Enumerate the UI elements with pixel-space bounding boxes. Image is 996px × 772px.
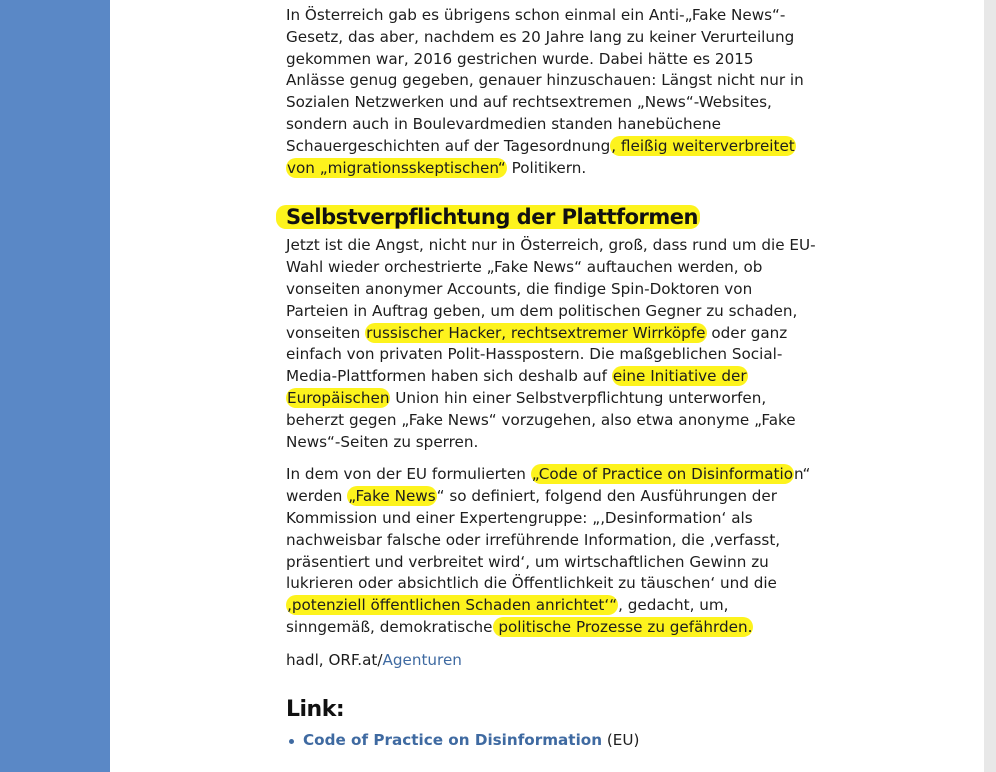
highlighted-text: „Fake News	[348, 487, 436, 506]
byline-author: hadl, ORF.at/	[286, 650, 383, 669]
article-body	[286, 5, 816, 751]
links-heading: Link:	[286, 696, 345, 722]
list-item	[286, 730, 816, 752]
paragraph-code-of-practice	[286, 464, 816, 638]
highlighted-text: „Code of Practice on Disinformatio	[531, 465, 793, 484]
section-heading	[286, 203, 816, 231]
paragraph-text: , gedacht, um, sinngemäß, demokratische	[286, 596, 729, 636]
paragraph-fake-news-law	[286, 5, 816, 179]
highlighted-text: politische Prozesse zu gefährden.	[493, 617, 753, 636]
paragraph-text: oder ganz einfach von privaten Polit-Hasspostern. Die maßgeblichen Social-Media-Plattformen haben sich deshalb auf	[286, 323, 788, 386]
link-suffix: (EU)	[602, 730, 640, 749]
right-margin	[984, 0, 996, 772]
paragraph-text: In dem von der EU formulierten	[286, 465, 531, 484]
paragraph-text: Politikern.	[506, 158, 587, 177]
paragraph-text: Jetzt ist die Angst, nicht nur in Österreich, groß, dass rund um die EU-Wahl wieder orchestrierte „Fake News“ auftauchen werden, ob vonseiten anonymer Accounts, die findige Spin-Doktoren von Parteien in Auftrag geben, um dem politischen Gegner zu schaden, vonseiten	[286, 236, 816, 342]
highlighted-text: ‚potenziell öffentlichen Schaden anrichtet‘“	[287, 596, 618, 615]
links-list	[286, 730, 816, 752]
highlighted-text: , fleißig weiterverbreitet von „migrationsskeptischen“	[287, 136, 795, 177]
code-of-practice-link[interactable]: Code of Practice on Disinformation	[303, 730, 603, 749]
paragraph-eu-election	[286, 235, 816, 453]
paragraph-text: n“ werden	[286, 465, 811, 506]
paragraph-text: Union hin einer Selbstverpflichtung unterworfen, beherzt gegen „Fake News“ vorzugehen, also etwa anonyme „Fake News“-Seiten zu sperren.	[286, 388, 796, 451]
paragraph-text: “ so definiert, folgend den Ausführungen der Kommission und einer Expertengruppe: „‚Desinformation‘ als nachweisbar falsche oder irreführende Information, die ‚verfasst, präsentiert und verbreitet wird‘, um wirtschaftlichen Gewinn zu lukrieren oder absichtlich die Öffentlichkeit zu täuschen‘ und die	[286, 487, 781, 593]
byline	[286, 650, 816, 672]
paragraph-text: In Österreich gab es übrigens schon einmal ein Anti-„Fake News“-Gesetz, das aber, nachdem es 20 Jahre lang zu keiner Verurteilung gekommen war, 2016 gestrichen wurde. Dabei hätte es 2015 Anlässe genug gegeben, genauer hinzuschauen: Längst nicht nur in Sozialen Netzwerken und auf rechtsextremen „News“-Websites, sondern auch in Boulevardmedien standen hanebüchene Schauergeschichten auf der Tagesordnung	[286, 6, 804, 155]
highlighted-text: eine Initiative der Europäischen	[287, 367, 747, 407]
byline-agenturen-link[interactable]: Agenturen	[382, 650, 462, 669]
highlighted-text: russischer Hacker, rechtsextremer Wirrköpfe	[366, 323, 706, 342]
highlighted-heading: Selbstverpflichtung der Plattformen	[276, 205, 700, 229]
